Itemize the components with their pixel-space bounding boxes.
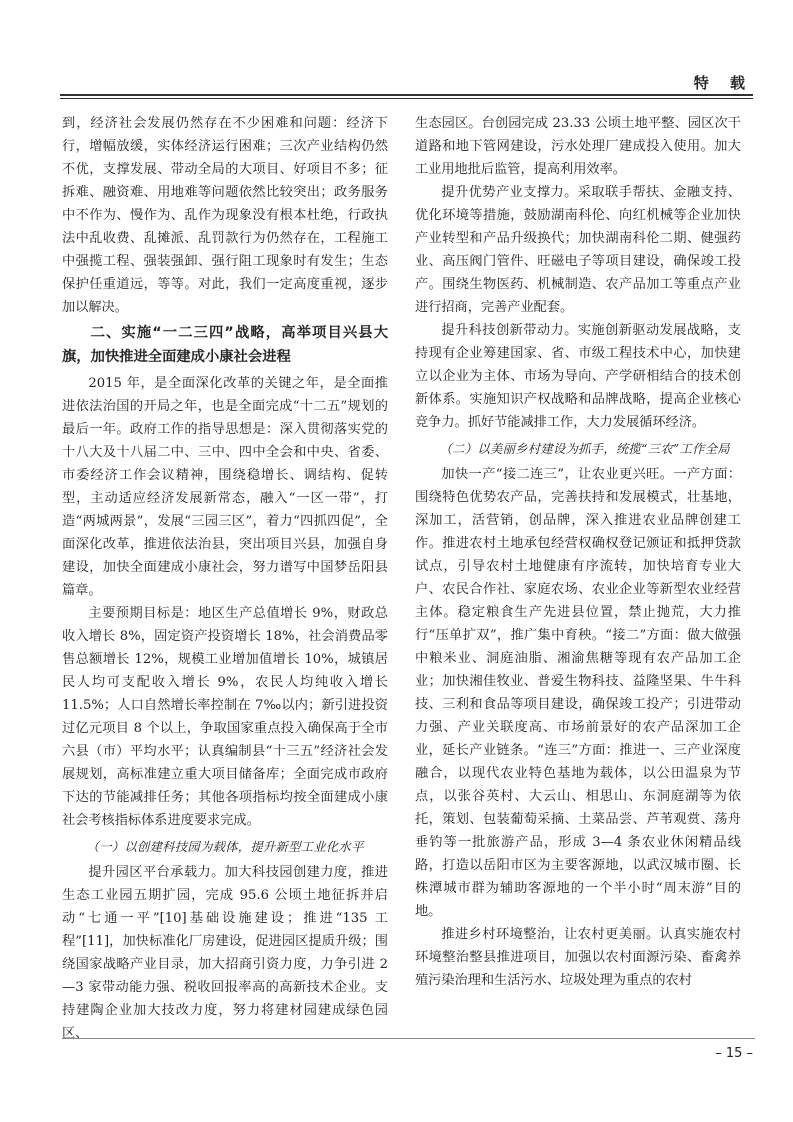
footer-rule bbox=[62, 1038, 755, 1039]
section-header: 特 载 bbox=[693, 74, 753, 92]
paragraph: 提升科技创新带动力。实施创新驱动发展战略，支持现有企业筹建国家、省、市级工程技术中心，加快建立以企业为主体、市场为导向、产学研相结合的技术创新体系。实施知识产权战略和品牌战略，提高企业核心竞争力。抓好节能减排工作，大力发展循环经济。 bbox=[415, 323, 741, 430]
right-column bbox=[415, 112, 741, 1032]
paragraph: 推进乡村环境整治，让农村更美丽。认真实施农村环境整治整县推进项目，加强以农村面源污染、畜禽养殖污染治理和生活污水、垃圾处理为重点的农村 bbox=[415, 927, 741, 988]
paragraph: 加快一产“接二连三”，让农业更兴旺。一产方面：围绕特色优势农产品，完善扶持和发展模式，壮基地，深加工，活营销，创品牌，深入推进农业品牌创建工作。推进农村土地承包经营权确权登记颁证和抵押贷款试点，引导农村土地健康有序流转，加快培育专业大户、农民合作社、家庭农场、农业企业等新型农业经营主体。稳定粮食生产先进县位置，禁止抛荒，大力推行“压单扩双”，推广集中育秧。“接二”方面：做大做强中粮米业、洞庭油脂、湘渝焦糖等现有农产品加工企业；加快湘佳牧业、普爱生物科技、益隆坚果、牛牛科技、三利和食品等项目建设，确保竣工投产；引进带动力强、产业关联度高、市场前景好的农产品深加工企业，延长产业链条。“连三”方面：推进一、三产业深度融合，以现代农业特色基地为载体，以公田温泉为节点，以张谷英村、大云山、相思山、东洞庭湖等为依托，策划、包装葡萄采摘、土菜品尝、芦苇观赏、荡舟垂钓等一批旅游产品，形成 3—4 条农业休闲精品线路，打造以岳阳市区为主要客源地，以武汉城市圈、长株潭城市群为辅助客源地的一个半小时“周末游”目的地。 bbox=[415, 467, 741, 919]
section-heading: 二、实施“一二三四”战略，高举项目兴县大旗，加快推进全面建成小康社会进程 bbox=[62, 325, 388, 365]
page-number: – 15 – bbox=[715, 1046, 753, 1061]
header-rule bbox=[60, 94, 753, 96]
paragraph: 2015 年，是全面深化改革的关键之年，是全面推进依法治国的开局之年，也是全面完成“十二五”规划的最后一年。政府工作的指导思想是：深入贯彻落实党的十八大及十八届二中、三中、四中全会和中央、省委、市委经济工作会议精神，围绕稳增长、调结构、促转型，主动适应经济发展新常态，融入“一区一带”，打造“两城两景”，发展“三园三区”，着力“四抓四促”，全面深化改革，推进依法治县，突出项目兴县，加强自身建设，加快全面建成小康社会，努力谱写中国梦岳阳县篇章。 bbox=[62, 376, 388, 598]
paragraph: 到，经济社会发展仍然存在不少困难和问题：经济下行，增幅放缓，实体经济运行困难；三次产业结构仍然不优，支撑发展、带动全局的大项目、好项目不多；征拆难、融资难、用地难等问题依然比较突出；政务服务中不作为、慢作为、乱作为现象没有根本杜绝，行政执法中乱收费、乱摊派、乱罚款行为仍然存在，工程施工中强揽工程、强装强卸、强行阻工现象时有发生；生态保护任重道远，等等。对此，我们一定高度重视，逐步加以解决。 bbox=[62, 116, 388, 315]
paragraph: 主要预期目标是：地区生产总值增长 9%，财政总收入增长 8%，固定资产投资增长 18%，社会消费品零售总额增长 12%，规模工业增加值增长 10%，城镇居民人均可支配收入增长 9%，农民人均纯收入增长 11.5%；人口自然增长率控制在 7‰以内；新引进投资过亿元项目 8 个以上，争取国家重点投入确保高于全市六县（市）平均水平；认真编制县“十三五”经济社会发展规划，高标准建立重大项目储备库；全面完成市政府下达的节能减排任务；其他各项指标均按全面建成小康社会考核指标体系进度要求完成。 bbox=[62, 606, 388, 828]
left-column bbox=[62, 112, 388, 1041]
paragraph: 提升园区平台承载力。加大科技园创建力度，推进生态工业园五期扩园，完成 95.6 公顷土地征拆并启动“七通一平”[10]基础设施建设；推进“135 工程”[11]，加快标准化厂房建设，促进园区提质升级；围绕国家战略产业目录，加大招商引资力度，力争引进 2—3 家带动能力强、税收回报率高的高新技术企业。支持建陶企业加大技改力度，努力将建材园建成绿色园区、 bbox=[62, 865, 388, 1041]
subsection-heading: （一）以创建科技园为载体，提升新型工业化水平 bbox=[86, 840, 364, 854]
paragraph: 提升优势产业支撑力。采取联手帮扶、金融支持、优化环境等措施，鼓励湖南科伦、向红机械等企业加快产业转型和产品升级换代；加快湖南科伦二期、健强药业、高压阀门管件、旺磁电子等项目建设，确保竣工投产。围绕生物医药、机械制造、农产品加工等重点产业进行招商，完善产业配套。 bbox=[415, 185, 741, 315]
subsection-heading: （二）以美丽乡村建设为抓手，统揽“三农”工作全局 bbox=[439, 442, 730, 456]
header-rule-thin bbox=[60, 98, 753, 99]
paragraph: 生态园区。台创园完成 23.33 公顷土地平整、园区次干道路和地下管网建设，污水处理厂建成投入使用。加大工业用地批后监管，提高利用效率。 bbox=[415, 116, 741, 177]
